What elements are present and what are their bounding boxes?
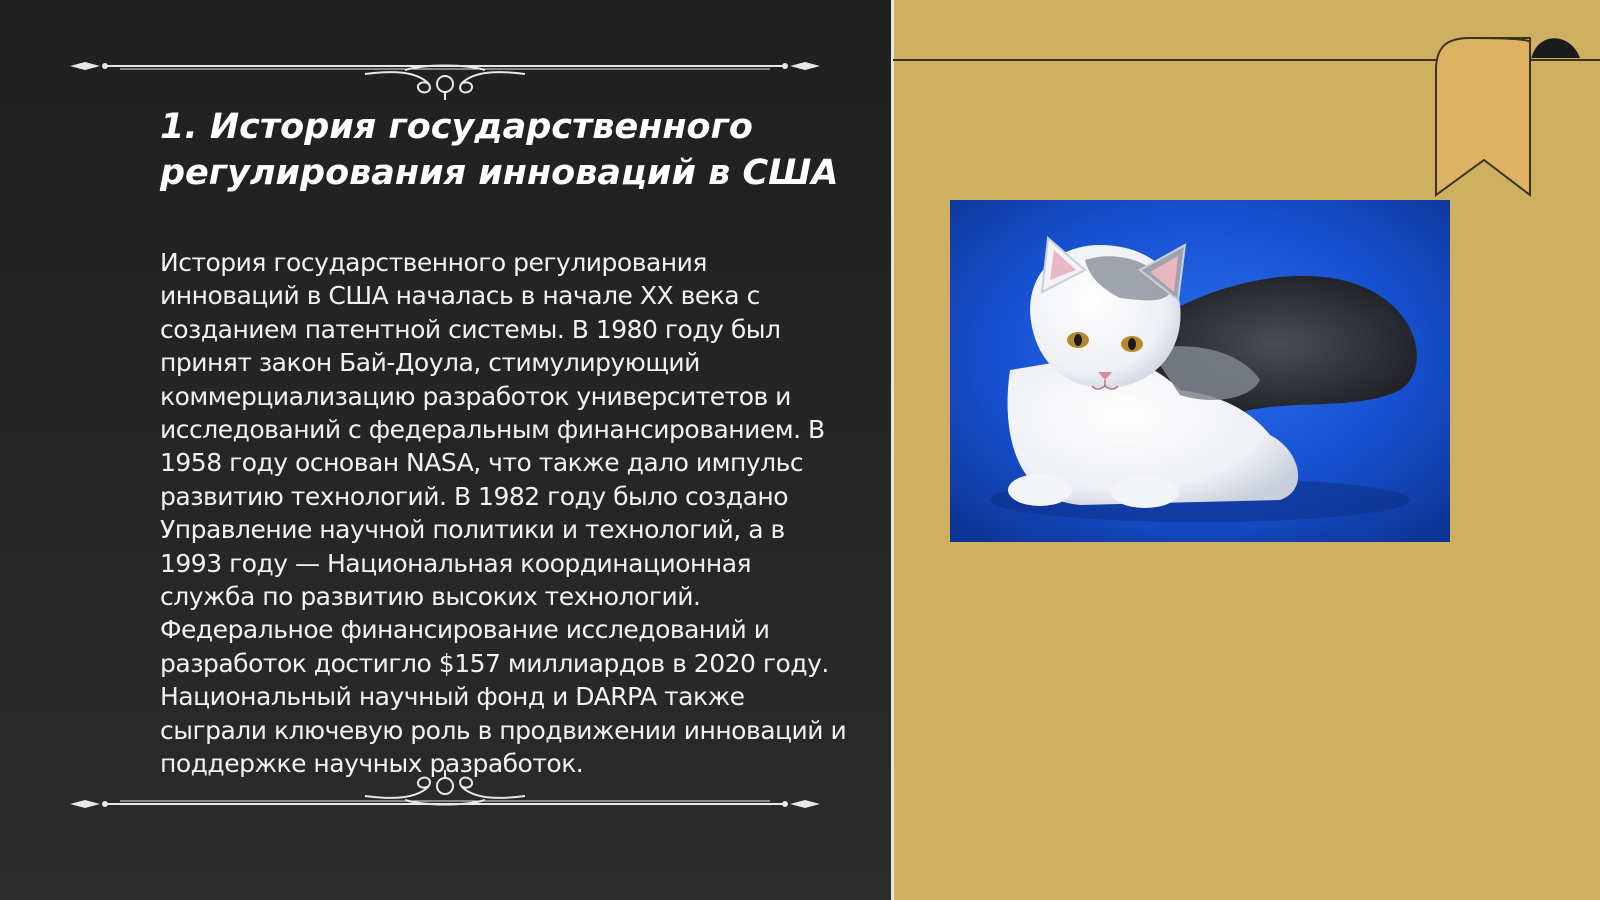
slide-title: 1. История государственного регулирования инноваций в США — [160, 107, 839, 193]
cat-photo — [950, 200, 1450, 542]
slide-body-text: История государственного регулирования инноваций в США началась в начале XX века с созданием патентной системы. В 1980 году был принят закон Бай-Доула, стимулирующий коммерциализацию разработок университетов и исследований с федеральным финансированием. В 1958 году основан NASA, что также дало импульс развитию технологий. В 1982 году было создано Управление научной политики и технологий, а в 1993 году — Национальная координационная служба по развитию высоких технологий. Федеральное финансирование исследований и разработок достигло $157 миллиардов в 2020 году. Национальный научный фонд и DARPA также сыграли ключевую роль в продвижении инноваций и поддержке научных разработок. — [160, 248, 847, 779]
panel-divider — [891, 0, 894, 900]
cat-illustration — [950, 200, 1450, 542]
top-ornament — [65, 40, 825, 100]
bookmark-icon — [1430, 30, 1600, 200]
